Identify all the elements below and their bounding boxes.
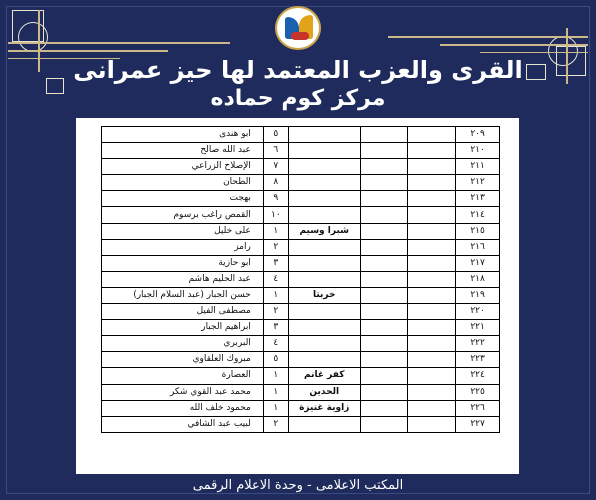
hamlet-name-cell: حسن الجبار (عبد السلام الجبار) [102, 287, 264, 303]
village-cell [288, 127, 360, 143]
blank-cell [360, 400, 408, 416]
row-code-cell: ٢١٧ [456, 255, 500, 271]
blank-cell [360, 336, 408, 352]
hamlet-name-cell: بهجت [102, 191, 264, 207]
hamlet-name-cell: محمد عبد القوي شكر [102, 384, 264, 400]
sequence-cell: ٥ [263, 127, 288, 143]
sequence-cell: ١ [263, 400, 288, 416]
village-cell [288, 304, 360, 320]
hamlet-name-cell: البربري [102, 336, 264, 352]
decor-line-left-1 [8, 42, 230, 44]
table-row [102, 384, 500, 400]
sequence-cell: ٧ [263, 159, 288, 175]
village-cell [288, 191, 360, 207]
row-code-cell: ٢١٣ [456, 191, 500, 207]
row-code-cell: ٢٢٧ [456, 416, 500, 432]
sequence-cell: ١ [263, 287, 288, 303]
blank-cell [408, 400, 456, 416]
blank-cell [408, 336, 456, 352]
blank-cell [360, 255, 408, 271]
sequence-cell: ٣ [263, 320, 288, 336]
hamlet-name-cell: مبروك العلقاوي [102, 352, 264, 368]
sequence-cell: ١٠ [263, 207, 288, 223]
blank-cell [360, 287, 408, 303]
blank-cell [408, 384, 456, 400]
table-row [102, 159, 500, 175]
sequence-cell: ١ [263, 368, 288, 384]
blank-cell [408, 368, 456, 384]
blank-cell [408, 287, 456, 303]
village-cell [288, 320, 360, 336]
decor-line-left-2 [8, 50, 168, 52]
sequence-cell: ٤ [263, 271, 288, 287]
sequence-cell: ٤ [263, 336, 288, 352]
blank-cell [360, 352, 408, 368]
hamlet-name-cell: لبيب عبد الشافي [102, 416, 264, 432]
blank-cell [360, 271, 408, 287]
villages-table [101, 126, 500, 433]
sequence-cell: ٨ [263, 175, 288, 191]
row-code-cell: ٢٢٦ [456, 400, 500, 416]
sequence-cell: ٢ [263, 239, 288, 255]
village-cell: الحدين [288, 384, 360, 400]
table-row [102, 127, 500, 143]
blank-cell [408, 352, 456, 368]
sequence-cell: ١ [263, 384, 288, 400]
blank-cell [408, 175, 456, 191]
blank-cell [360, 191, 408, 207]
village-cell [288, 207, 360, 223]
sequence-cell: ٩ [263, 191, 288, 207]
sequence-cell: ٥ [263, 352, 288, 368]
blank-cell [408, 127, 456, 143]
village-cell: شبرا وسيم [288, 223, 360, 239]
governorate-logo [275, 6, 321, 50]
blank-cell [408, 416, 456, 432]
village-cell: كفر غانم [288, 368, 360, 384]
document-sheet [76, 118, 519, 474]
blank-cell [360, 159, 408, 175]
decor-line-right-1 [388, 36, 588, 38]
blank-cell [360, 223, 408, 239]
blank-cell [360, 368, 408, 384]
row-code-cell: ٢٢٣ [456, 352, 500, 368]
row-code-cell: ٢٢٢ [456, 336, 500, 352]
hamlet-name-cell: القمص راغب برسوم [102, 207, 264, 223]
sequence-cell: ٣ [263, 255, 288, 271]
hamlet-name-cell: العصارة [102, 368, 264, 384]
village-cell [288, 416, 360, 432]
hamlet-name-cell: مصطفى الفيل [102, 304, 264, 320]
blank-cell [408, 143, 456, 159]
hamlet-name-cell: ابو حازية [102, 255, 264, 271]
village-cell [288, 271, 360, 287]
row-code-cell: ٢١٩ [456, 287, 500, 303]
table-row [102, 191, 500, 207]
row-code-cell: ٢١٠ [456, 143, 500, 159]
blank-cell [360, 304, 408, 320]
row-code-cell: ٢٢٥ [456, 384, 500, 400]
village-cell [288, 352, 360, 368]
sequence-cell: ٢ [263, 416, 288, 432]
blank-cell [360, 320, 408, 336]
page-subtitle: مركز كوم حماده [210, 86, 386, 111]
village-cell [288, 336, 360, 352]
table-row [102, 271, 500, 287]
blank-cell [408, 159, 456, 175]
decor-circle-left [18, 22, 48, 52]
blank-cell [408, 191, 456, 207]
village-cell [288, 255, 360, 271]
blank-cell [360, 207, 408, 223]
table-row [102, 223, 500, 239]
village-cell [288, 159, 360, 175]
table-row [102, 368, 500, 384]
blank-cell [408, 320, 456, 336]
row-code-cell: ٢١٦ [456, 239, 500, 255]
village-cell: خربتا [288, 287, 360, 303]
row-code-cell: ٢٢٤ [456, 368, 500, 384]
hamlet-name-cell: عبد الله صالح [102, 143, 264, 159]
row-code-cell: ٢٢٠ [456, 304, 500, 320]
row-code-cell: ٢١١ [456, 159, 500, 175]
table-row [102, 175, 500, 191]
table-row [102, 304, 500, 320]
blank-cell [408, 255, 456, 271]
blank-cell [408, 239, 456, 255]
footer-credit: المكتب الاعلامى - وحدة الاعلام الرقمى [192, 478, 404, 493]
blank-cell [360, 384, 408, 400]
blank-cell [408, 223, 456, 239]
blank-cell [408, 304, 456, 320]
village-cell: زاوية غنيزة [288, 400, 360, 416]
row-code-cell: ٢١٤ [456, 207, 500, 223]
table-row [102, 287, 500, 303]
row-code-cell: ٢٢١ [456, 320, 500, 336]
hamlet-name-cell: رامز [102, 239, 264, 255]
table-row [102, 207, 500, 223]
blank-cell [360, 239, 408, 255]
hamlet-name-cell: ابراهيم الجبار [102, 320, 264, 336]
page-title: القرى والعزب المعتمد لها حيز عمرانى [73, 56, 523, 84]
blank-cell [360, 143, 408, 159]
table-row [102, 143, 500, 159]
blank-cell [360, 416, 408, 432]
hamlet-name-cell: الإصلاح الزراعي [102, 159, 264, 175]
hamlet-name-cell: الطحان [102, 175, 264, 191]
sequence-cell: ٢ [263, 304, 288, 320]
sequence-cell: ٦ [263, 143, 288, 159]
decor-line-right-3 [480, 52, 588, 53]
table-row [102, 336, 500, 352]
blank-cell [360, 127, 408, 143]
sequence-cell: ١ [263, 223, 288, 239]
row-code-cell: ٢١٨ [456, 271, 500, 287]
row-code-cell: ٢١٢ [456, 175, 500, 191]
table-row [102, 416, 500, 432]
hamlet-name-cell: على خليل [102, 223, 264, 239]
blank-cell [408, 207, 456, 223]
table-row [102, 320, 500, 336]
blank-cell [360, 175, 408, 191]
hamlet-name-cell: عبد الحليم هاشم [102, 271, 264, 287]
table-row [102, 400, 500, 416]
village-cell [288, 175, 360, 191]
hamlet-name-cell: ابو هندى [102, 127, 264, 143]
village-cell [288, 239, 360, 255]
village-cell [288, 143, 360, 159]
blank-cell [408, 271, 456, 287]
hamlet-name-cell: محمود خلف الله [102, 400, 264, 416]
table-row [102, 255, 500, 271]
row-code-cell: ٢٠٩ [456, 127, 500, 143]
table-row [102, 239, 500, 255]
table-row [102, 352, 500, 368]
row-code-cell: ٢١٥ [456, 223, 500, 239]
